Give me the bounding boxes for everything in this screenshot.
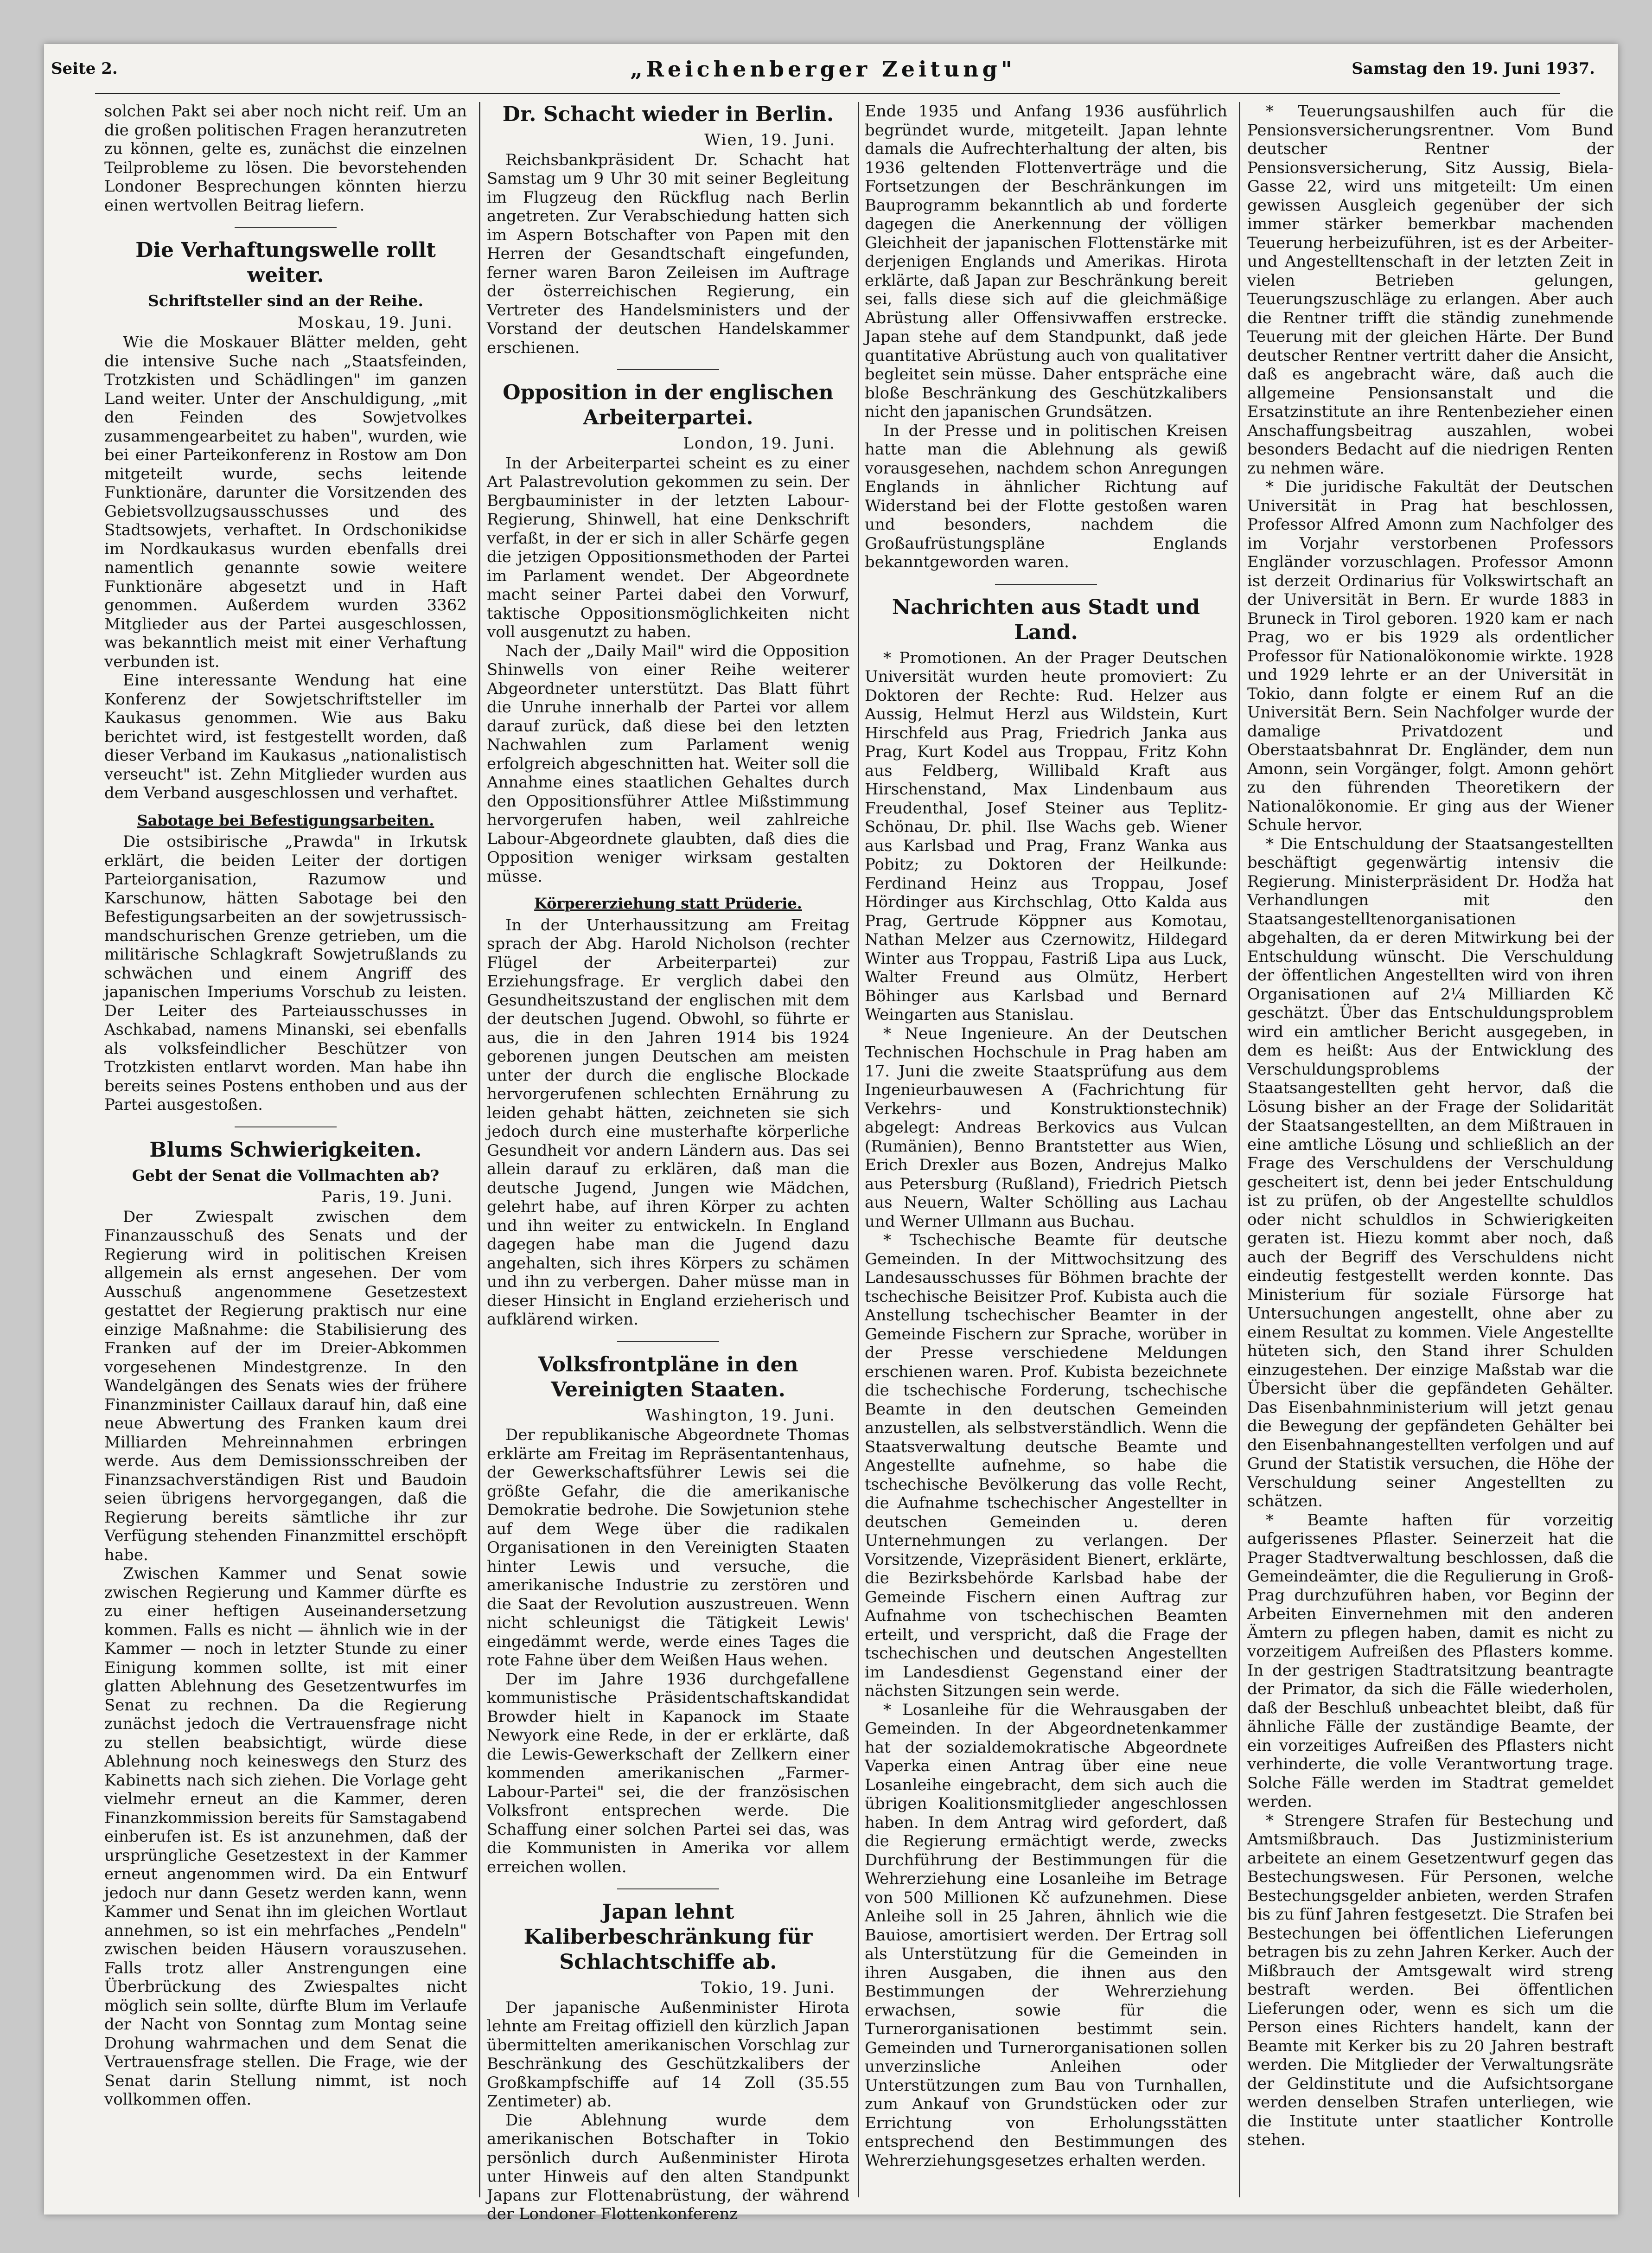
dateline: London, 19. Juni. bbox=[683, 434, 836, 453]
headline: Die Verhaftungswelle rollt weiter. bbox=[135, 238, 436, 287]
article-text: In der Unterhaussitzung am Freitag sprach der Abg. Harold Nicholson (rechter Flügel der Arbeiterpartei) zur Erziehungsfrage. Er verglich dabei den Gesundheitszustand der englischen mit dem der deutschen Jugend. Obwohl, so führte er aus, die in den Jahren 1914 bis 1924 geborenen jungen Deutschen am meisten unter der durch die englische Blockade hervorgerufenen schlechten Ernährung zu leiden gehabt hätten, zeichneten sie sich jedoch durch eine musterhafte körperliche Gesundheit vor andern Ländern aus. Das sei allein darauf zu erklären, daß man die deutsche Jugend, Jungen wie Mädchen, gelehrt habe, auf ihren Körper zu achten und ihn weiter zu entwickeln. In England dagegen habe man die Jugend dazu angehalten, sich ihres Körpers zu schämen und ihn zu verbergen. Daher müsse man in dieser Hinsicht in England erzieherisch und aufklärend wirken. bbox=[487, 915, 849, 1329]
news-item: * Neue Ingenieure. An der Deutschen Technischen Hochschule in Prag haben am 17. Juni die zweite Staatsprüfung aus dem Ingenieurbauwesen A (Fachrichtung für Verkehrs- und Konstruktionstechnik) abgelegt: Andreas Berkovics aus Vulcan (Rumänien), Benno Brantstetter aus Wien, Erich Drexler aus Bozen, Andrejus Malko aus Petersburg (Rußland), Friedrich Pietsch aus Neuern, Walter Schölling aus Lachau und Werner Ullmann aus Buchau. bbox=[865, 1024, 1227, 1231]
subheadline: Schriftsteller sind an der Reihe. bbox=[148, 292, 423, 310]
article-separator bbox=[617, 369, 719, 370]
news-item: * Losanleihe für die Wehrausgaben der Gemeinden. In der Abgeordnetenkammer hat der sozialdemokratische Abgeordnete Vaperka einen Antrag über eine neue Losanleihe eingebracht, dem sich auch die übrigen Koalitionsmitglieder angeschlossen haben. In dem Antrag wird gefordert, daß die Regierung ermächtigt werde, zwecks Durchführung der Bestimmungen für die Wehrerziehung eine Losanleihe im Betrage von 500 Millionen Kč aufzunehmen. Diese Anleihe soll in 25 Jahren, ähnlich wie die Bauiose, amortisiert werden. Der Ertrag soll als Unterstützung für die Gemeinden in ihren Ausgaben, die ihnen aus den Bestimmungen der Wehrerziehung erwachsen, sowie für die Turnerorganisationen bestimmt sein. Gemeinden und Turnerorganisationen sollen unverzinsliche Anleihen oder Unterstützungen zum Bau von Turnhallen, zum Ankauf von Grundstücken oder zur Errichtung von Erholungsstätten entsprechend den Bestimmungen des Wehrerziehungsgesetzes erhalten werden. bbox=[865, 1700, 1227, 2170]
page-header bbox=[51, 57, 1595, 91]
article-separator bbox=[235, 227, 337, 228]
article-text: Wie die Moskauer Blätter melden, geht die intensive Suche nach „Staatsfeinden, Trotzkisten und Schädlingen" im ganzen Land weiter. Unter der Anschuldigung, „mit den Feinden des Sowjetvolkes zusammengearbeitet zu haben", wurden, wie bei einer Parteikonferenz in Rostow am Don mitgeteilt wurde, sechs leitende Funktionäre, darunter die Vorsitzenden des Gebietsvollzugsausschusses und des Stadtsowjets, verhaftet. In Ordschonikidse im Nordkaukasus wurden ebenfalls drei namentlich genannte sowie weitere Funktionäre abgesetzt und in Haft genommen. Außerdem wurden 3362 Mitglieder aus der Partei ausgeschlossen, was bekanntlich meist mit einer Verhaftung verbunden ist. bbox=[104, 333, 467, 671]
column-divider bbox=[858, 102, 859, 2197]
news-item: * Teuerungsaushilfen auch für die Pensionsversicherungsrentner. Vom Bund deutscher Rentner der Pensionsversicherung, Sitz Aussig, Biela-Gasse 22, wird uns mitgeteilt: Um einen gewissen Ausgleich gegenüber der sich immer stärker bemerkbar machenden Teuerung herbeizuführen, ist es der Arbeiter- und Angestelltenschaft in der letzten Zeit in vielen Betrieben gelungen, Teuerungszuschläge zu erlangen. Aber auch die Rentner trifft die ständig zunehmende Teuerung mit der gleichen Härte. Der Bund deutscher Rentner vertritt daher die Ansicht, daß es angebracht wäre, daß auch die allgemeine Pensionsanstalt und die Ersatzinstitute an ihre Rentenbezieher einen Anschaffungsbeitrag auszahlen, wobei besonders Bedacht auf die niedrigen Renten zu nehmen wäre. bbox=[1247, 102, 1614, 478]
subheadline: Gebt der Senat die Vollmachten ab? bbox=[132, 1166, 440, 1184]
article-text: In der Presse und in politischen Kreisen hatte man die Ablehnung als gewiß vorausgesehen, nachdem schon Anregungen Englands in ähnlicher Richtung auf Widerstand bei der Flotte gestoßen waren und besonders, nachdem die Großaufrüstungspläne Englands bekanntgeworden waren. bbox=[865, 421, 1227, 571]
article-separator bbox=[617, 1888, 719, 1889]
dateline: Wien, 19. Juni. bbox=[704, 131, 836, 149]
article-text: Die ostsibirische „Prawda" in Irkutsk erklärt, die beiden Leiter der dortigen Parteiorganisation, Razumow und Karschunow, hätten Sabotage bei den Befestigungsarbeiten an der sowjetrussisch-mandschurischen Grenze getrieben, um die militärische Schlagkraft Sowjetrußlands zu schwächen und einem Angriff des japanischen Imperiums Vorschub zu leisten. Der Leiter des Parteiausschusses in Aschkabad, namens Minanski, sei ebenfalls als volksfeindlicher Beschützer von Trotzkisten entlarvt worden. Man habe ihn bereits seines Postens enthoben und aus der Partei ausgestoßen. bbox=[104, 832, 467, 1114]
article-text: Nach der „Daily Mail" wird die Opposition Shinwells von einer Reihe weiterer Abgeordneter unterstützt. Das Blatt führt die Unruhe innerhalb der Partei vor allem darauf zurück, daß diese bei den letzten Nachwahlen zum Parlament wenig erfolgreich abgeschnitten hat. Weiter soll die Annahme eines staatlichen Gehaltes durch den Oppositionsführer Attlee Mißstimmung hervorgerufen haben, weil zahlreiche Labour-Abgeordnete glaubten, daß dies die Opposition weniger wirksam gestalten müsse. bbox=[487, 641, 849, 886]
dateline: Tokio, 19. Juni. bbox=[701, 1978, 836, 1997]
dateline: Moskau, 19. Juni. bbox=[297, 313, 453, 332]
article-separator bbox=[235, 1126, 337, 1127]
column-4 bbox=[1247, 102, 1614, 2197]
article-separator bbox=[617, 1341, 719, 1342]
article-text: Reichsbankpräsident Dr. Schacht hat Samstag um 9 Uhr 30 mit seiner Begleitung im Flugzeug den Rückflug nach Berlin angetreten. Zur Verabschiedung hatten sich im Aspern Botschafter von Papen mit den Herren der Gesandtschaft eingefunden, ferner waren Baron Zeileisen im Auftrage der österreichischen Regierung, ein Vertreter des Handelsministers und der Vorstand der deutschen Handelskammer erschienen. bbox=[487, 150, 849, 357]
page-number: Seite 2. bbox=[51, 59, 118, 78]
headline: Blums Schwierigkeiten. bbox=[149, 1138, 422, 1162]
column-3 bbox=[865, 102, 1227, 2197]
article-text: Zwischen Kammer und Senat sowie zwischen Regierung und Kammer dürfte es zu einer heftigen Auseinandersetzung kommen. Falls es nicht — ähnlich wie in der Kammer — noch in letzter Stunde zu einer Einigung kommen sollte, ist mit einer glatten Ablehnung des Gesetzentwurfes im Senat zu rechnen. Da die Regierung zunächst jedoch die Vertrauensfrage nicht zu stellen beabsichtigt, würde diese Ablehnung noch keineswegs den Sturz des Kabinetts nach sich ziehen. Die Vorlage geht vielmehr erneut an die Kammer, deren Finanzkommission bereits für Samstagabend einberufen ist. Es ist anzunehmen, daß der ursprüngliche Gesetzestext in der Kammer erneut angenommen wird. Da ein Entwurf jedoch nur dann Gesetz werden kann, wenn Kammer und Senat ihn im gleichen Wortlaut annehmen, so ist ein mehrfaches „Pendeln" zwischen beiden Häusern vorauszusehen. Falls trotz aller Anstrengungen eine Überbrückung des Zwiespaltes nicht möglich sein sollte, dürfte Blum im Verlaufe der Nacht von Sonntag zum Montag seine Drohung wahrmachen und dem Senat die Vertrauensfrage stellen. Die Frage, wie der Senat darin Stellung nimmt, ist noch vollkommen offen. bbox=[104, 1564, 467, 2109]
news-item: * Die juridische Fakultät der Deutschen Universität in Prag hat beschlossen, Professor Alfred Amonn zum Nachfolger des im Vorjahr verstorbenen Professors Engländer vorzuschlagen. Professor Amonn ist derzeit Ordinarius für Volkswirtschaft an der Universität in Bern. Er wurde 1883 in Bruneck in Tirol geboren. 1920 kam er nach Prag, wo er bis 1929 als ordentlicher Professor für Nationalökonomie wirkte. 1928 und 1929 lehrte er an der Universität in Tokio, dann folgte er einem Ruf an die Universität Bern. Sein Nachfolger wurde der damalige Privatdozent und Oberstaatsbahnrat Dr. Engländer, dem nun Amonn, sein Vorgänger, folgt. Amonn gehört zu den führenden Theoretikern der Nationalökonomie. Er ging aus der Wiener Schule hervor. bbox=[1247, 478, 1614, 834]
headline: Japan lehnt Kaliberbeschränkung für Schlachtschiffe ab. bbox=[523, 1900, 813, 1974]
article-text: Die Ablehnung wurde dem amerikanischen Botschafter in Tokio persönlich durch Außenminister Hirota unter Hinweis auf den alten Standpunkt Japans zur Flottenabrüstung, der während der Londoner Flottenkonferenz bbox=[487, 2111, 849, 2223]
column-divider bbox=[1239, 102, 1240, 2197]
dateline: Washington, 19. Juni. bbox=[645, 1406, 836, 1425]
article-text: In der Arbeiterpartei scheint es zu einer Art Palastrevolution gekommen zu sein. Der Bergbauminister in der letzten Labour-Regierung, Shinwell, hat eine Denkschrift verfaßt, in der er sich in aller Schärfe gegen die jetzigen Oppositionsmethoden der Partei im Parlament wendet. Der Abgeordnete macht seiner Partei dabei den Vorwurf, taktische Oppositionsmöglichkeiten nicht voll ausgenutzt zu haben. bbox=[487, 454, 849, 641]
section-heading: Sabotage bei Befestigungsarbeiten. bbox=[137, 811, 434, 829]
newspaper-title: „Reichenberger Zeitung" bbox=[630, 57, 1016, 82]
news-item: * Strengere Strafen für Bestechung und Amtsmißbrauch. Das Justizministerium arbeitete an einem Gesetzentwurf gegen das Bestechungswesen. Für Personen, welche Bestechungsgelder anbieten, werden Strafen bis zu fünf Jahren festgesetzt. Die Strafen bei Bestechungen bei öffentlichen Lieferungen betragen bis zu zehn Jahren Kerker. Auch der Mißbrauch der Amtsgewalt wird streng bestraft werden. Bei öffentlichen Lieferungen oder, wenn es sich um die Person eines Richters handelt, kann der Beamte mit Kerker bis zu 20 Jahren bestraft werden. Die Mitglieder der Verwaltungsräte der Geldinstitute und die Aufsichtsorgane werden denselben Strafen unterliegen, wie die Institute unter staatlicher Kontrolle stehen. bbox=[1247, 1811, 1614, 2149]
headline: Dr. Schacht wieder in Berlin. bbox=[502, 102, 834, 126]
headline: Opposition in der englischen Arbeiterpartei. bbox=[503, 381, 834, 429]
issue-date: Samstag den 19. Juni 1937. bbox=[1352, 59, 1595, 78]
news-item: * Die Entschuldung der Staatsangestellten beschäftigt gegenwärtig intensiv die Regierung. Ministerpräsident Dr. Hodža hat Verhandlungen mit den Staatsangestelltenorganisationen abgehalten, da er deren Mitwirkung bei der Entschuldung wünscht. Die Verschuldung der öffentlichen Angestellten wird von ihren Organisationen auf 2¼ Milliarden Kč geschätzt. Über das Entschuldungsproblem wird ein amtlicher Bericht ausgegeben, in dem es heißt: Aus der Entwicklung des Verschuldungsproblems der Staatsangestellten geht hervor, daß die Lösung bisher an der Frage der Solidarität der Staatsangestellten, an dem Mißtrauen in eine amtliche Lösung und schließlich an der Frage des Verschuldens der Verschuldung gescheitert ist, denn bei jeder Entschuldung ist zu prüfen, ob der Angestellte schuldlos oder nicht schuldlos in Schwierigkeiten geraten ist. Hiezu kommt aber noch, daß auch der Begriff des Verschuldens nicht eindeutig festgestellt werden konnte. Das Ministerium für soziale Fürsorge hat Untersuchungen angestellt, ohne aber zu einem Resultat zu kommen. Viele Angestellte hüteten sich, den Stand ihrer Schulden einzugestehen. Der einzige Maßstab war die Übersicht über die gepfändeten Gehälter. Das Eisenbahnministerium will jetzt genau die Bewegung der gepfändeten Gehälter bei den Eisenbahnangestellten verfolgen und auf Grund der Statistik versuchen, die Höhe der Verschuldung seiner Angestellten zu schätzen. bbox=[1247, 834, 1614, 1511]
column-1 bbox=[104, 102, 467, 2197]
news-item: * Tschechische Beamte für deutsche Gemeinden. In der Mittwochsitzung des Landesausschusses für Böhmen brachte der tschechische Beisitzer Prof. Kubista auch die Anstellung tschechischer Beamter in der Gemeinde Fischern zur Sprache, worüber in der Presse verschiedene Meldungen erschienen waren. Prof. Kubista bezeichnete die tschechische Forderung, tschechische Beamte in den deutschen Gemeinden anzustellen, als selbstverständlich. Wenn die Staatsverwaltung deutsche Beamte und Angestellte aufnehme, so habe die tschechische Bevölkerung das volle Recht, die Aufnahme tschechischer Angestellter in deutschen Gemeinden u. deren Unternehmungen zu verlangen. Der Vorsitzende, Vizepräsident Bienert, erklärte, die Bezirksbehörde Karlsbad habe der Gemeinde Fischern einen Auftrag zur Aufnahme von tschechischen Beamten erteilt, und verspricht, daß die Frage der tschechischen und deutschen Angestellten im Landesdienst Gegenstand einer der nächsten Sitzungen sein werde. bbox=[865, 1231, 1227, 1700]
column-divider bbox=[479, 102, 480, 2197]
article-text: Der im Jahre 1936 durchgefallene kommunistische Präsidentschaftskandidat Browder hielt in Kapanock im Staate Newyork eine Rede, in der er erklärte, daß die Lewis-Gewerkschaft der Zellkern einer kommenden amerikanischen „Farmer-Labour-Partei" sei, die der französischen Volksfront entsprechen werde. Die Schaffung einer solchen Partei sei das, was die Kommunisten in Amerika vor allem erreichen wollen. bbox=[487, 1670, 849, 1876]
headline: Volksfrontpläne in den Vereinigten Staaten. bbox=[538, 1352, 798, 1402]
article-text: Der japanische Außenminister Hirota lehnte am Freitag offiziell den kürzlich Japan übermittelten amerikanischen Vorschlag zur Beschränkung des Geschützkalibers der Großkampfschiffe auf 14 Zoll (35.55 Zentimeter) ab. bbox=[487, 1998, 849, 2111]
dateline: Paris, 19. Juni. bbox=[321, 1188, 453, 1206]
section-headline: Nachrichten aus Stadt und Land. bbox=[892, 595, 1200, 644]
article-text: Ende 1935 und Anfang 1936 ausführlich begründet wurde, mitgeteilt. Japan lehnte damals die Aufrechterhaltung der alten, bis 1936 geltenden Flottenverträge und die Fortsetzungen der Beschränkungen im Bauprogramm bekanntlich ab und forderte dagegen die Anerkennung der völligen Gleichheit der japanischen Flottenstärke mit derjenigen Englands und Amerikas. Hirota erklärte, daß Japan zur Beschränkung bereit sei, falls diese sich auf die gleichmäßige Abrüstung aller Offensivwaffen erstrecke. Japan stehe auf dem Standpunkt, daß jede quantitative Abrüstung auch von qualitativer begleitet sein müsse. Daher entspräche eine bloße Beschränkung des Geschützkalibers nicht den japanischen Grundsätzen. bbox=[865, 102, 1227, 421]
article-text: Der republikanische Abgeordnete Thomas erklärte am Freitag im Repräsentantenhaus, der Gewerkschaftsführer Lewis sei die größte Gefahr, die die amerikanische Demokratie bedrohe. Die Sowjetunion stehe auf dem Wege über die radikalen Organisationen in den Vereinigten Staaten hinter Lewis und versuche, die amerikanische Industrie zu zerstören und die Saat der Revolution auszustreuen. Wenn nicht schleunigst die Tätigkeit Lewis' eingedämmt werde, werde eines Tages die rote Fahne über dem Weißen Haus wehen. bbox=[487, 1426, 849, 1670]
article-text: Eine interessante Wendung hat eine Konferenz der Sowjetschriftsteller im Kaukasus genommen. Wie aus Baku berichtet wird, ist festgestellt worden, daß dieser Verband im Kaukasus „nationalistisch verseucht" ist. Zehn Mitglieder wurden aus dem Verband ausgeschlossen und verhaftet. bbox=[104, 671, 467, 802]
article-separator bbox=[995, 584, 1097, 585]
news-item: * Beamte haften für vorzeitig aufgerissenes Pflaster. Seinerzeit hat die Prager Stadtverwaltung beschlossen, daß die Gemeindeämter, die die Regulierung in Groß-Prag durchzuführen haben, vor Beginn der Arbeiten Einvernehmen mit den anderen Ämtern zu pflegen haben, damit es nicht zu vorzeitigem Aufreißen des Pflasters komme. In der gestrigen Stadtratsitzung beantragte der Primator, da sich die Fälle wiederholen, daß der Beschluß unbeachtet bleibt, daß für ähnliche Fälle der zuständige Beamte, der ein vorzeitiges Aufreißen des Pflasters nicht verhinderte, die volle Verantwortung trage. Solche Fälle werden im Stadtrat gemeldet werden. bbox=[1247, 1511, 1614, 1811]
header-rule bbox=[95, 93, 1560, 94]
section-heading: Körpererziehung statt Prüderie. bbox=[534, 895, 802, 912]
column-2 bbox=[487, 102, 849, 2223]
article-text: solchen Pakt sei aber noch nicht reif. Um an die großen politischen Fragen heranzutreten zu können, gelte es, zunächst die einzelnen Teilprobleme zu lösen. Die bevorstehenden Londoner Besprechungen könnten hierzu einen wertvollen Beitrag liefern. bbox=[104, 102, 467, 215]
article-text: Der Zwiespalt zwischen dem Finanzausschuß des Senats und der Regierung wird in politischen Kreisen allgemein als ernst angesehen. Der vom Ausschuß angenommene Gesetzestext gestattet der Regierung praktisch nur eine einzige Maßnahme: die Stabilisierung des Franken auf der im Dreier-Abkommen vorgesehenen Mindestgrenze. In den Wandelgängen des Senats wies der frühere Finanzminister Caillaux darauf hin, daß eine neue Abwertung des Franken kaum drei Milliarden Mehreinnahmen erbringen werde. Aus dem Demissionsschreiben der Finanzsachverständigen Rist und Baudoin seien übrigens hervorgegangen, daß die Regierung bereits sämtliche ihr zur Verfügung stehenden Finanzmittel erschöpft habe. bbox=[104, 1207, 467, 1564]
news-item: * Promotionen. An der Prager Deutschen Universität wurden heute promoviert: Zu Doktoren der Rechte: Rud. Helzer aus Aussig, Helmut Herzl aus Wildstein, Kurt Hirschfeld aus Prag, Friedrich Janka aus Prag, Kurt Kodel aus Troppau, Fritz Kohn aus Feldberg, Willibald Kraft aus Hirschenstand, Max Lindenbaum aus Freudenthal, Josef Steiner aus Teplitz-Schönau, Dr. phil. Ilse Wachs geb. Wiener aus Karlsbad und Prag, Franz Wanka aus Pobitz; zu Doktoren der Heilkunde: Ferdinand Heinz aus Troppau, Josef Hördinger aus Kirchschlag, Otto Kalda aus Prag, Gertrude Köppner aus Komotau, Nathan Melzer aus Czernowitz, Hildegard Winter aus Troppau, Fastriß Lipa aus Luck, Walter Freund aus Olmütz, Herbert Böhinger aus Karlsbad und Bernard Weingarten aus Stanislau. bbox=[865, 648, 1227, 1024]
